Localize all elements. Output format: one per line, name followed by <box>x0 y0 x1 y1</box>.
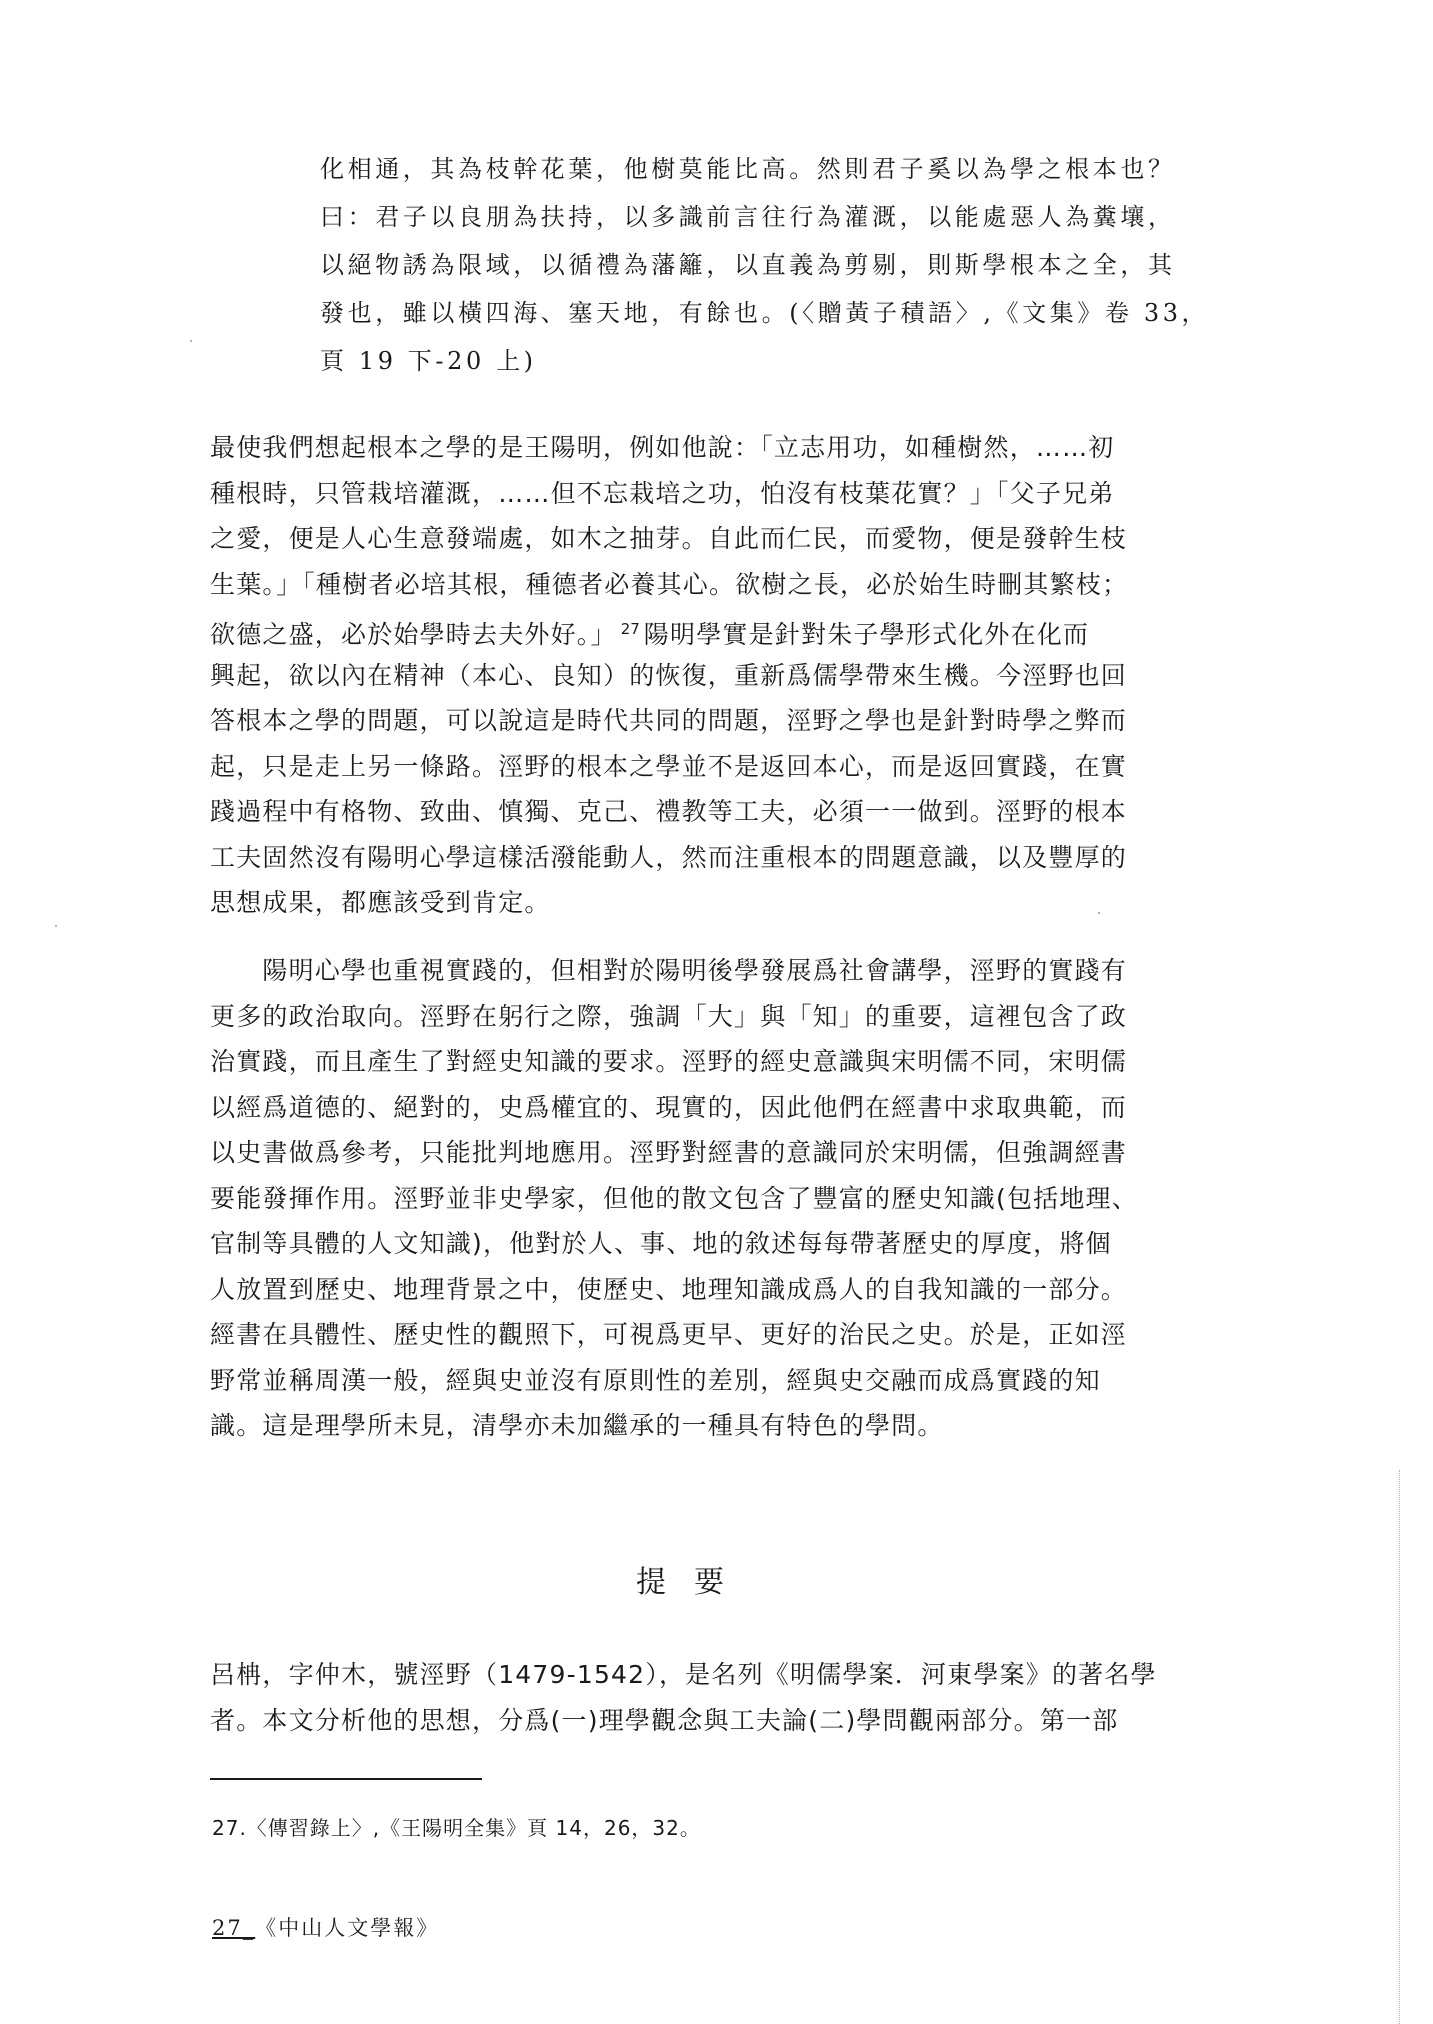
paragraph-line: 種根時，只管栽培灌溉，……但不忘栽培之功，怕沒有枝葉花實？」「父子兄弟 <box>210 478 1115 508</box>
paragraph-line: 經書在具體性、歷史性的觀照下，可視爲更早、更好的治民之史。於是，正如涇 <box>210 1320 1128 1349</box>
footnote: 27.〈傳習錄上〉,《王陽明全集》頁 14，26，32。 <box>212 1816 701 1840</box>
paragraph-line: 以經爲道德的、絕對的，史爲權宜的、現實的，因此他們在經書中求取典範，而 <box>210 1092 1128 1122</box>
paragraph-line: 踐過程中有格物、致曲、慎獨、克己、禮教等工夫，必須一一做到。涇野的根本 <box>210 797 1128 826</box>
paragraph-line: 官制等具體的人文知識)，他對於人、事、地的敘述每每帶著歷史的厚度，將個 <box>210 1229 1112 1258</box>
paragraph-line: 者。本文分析他的思想，分爲(一)理學觀念與工夫論(二)學問觀兩部分。第一部 <box>210 1705 1119 1735</box>
paragraph-line: 興起，欲以內在精神（本心、良知）的恢復，重新爲儒學帶來生機。今涇野也回 <box>210 660 1128 690</box>
quote-line: 頁 19 下-20 上) <box>320 347 537 375</box>
paragraph-line-part: 欲德之盛，必於始學時去夫外好。」 <box>210 620 617 649</box>
paragraph-3 <box>210 1652 1185 1743</box>
paragraph-line: 人放置到歷史、地理背景之中，使歷史、地理知識成爲人的自我知識的一部分。 <box>210 1274 1128 1304</box>
paragraph-line: 最使我們想起根本之學的是王陽明，例如他說：「立志用功，如種樹然，……初 <box>210 433 1115 462</box>
footnote-reference: 27 <box>620 620 640 638</box>
paragraph-line: 答根本之學的問題，可以說這是時代共同的問題，涇野之學也是針對時學之弊而 <box>210 706 1128 735</box>
paragraph-1 <box>210 425 1185 926</box>
scan-speck <box>190 340 192 342</box>
paragraph-line: 識。這是理學所未見，清學亦未加繼承的一種具有特色的學問。 <box>210 1411 944 1440</box>
page-footer <box>212 1912 439 1942</box>
quote-line: 發也，雖以橫四海、塞天地，有餘也。(〈贈黃子積語〉,《文集》卷 33， <box>320 299 1210 327</box>
scan-edge-line <box>1399 1470 1400 2024</box>
scan-speck <box>1098 912 1100 914</box>
paragraph-line: 以史書做爲參考，只能批判地應用。涇野對經書的意識同於宋明儒，但強調經書 <box>210 1138 1128 1167</box>
paragraph-line: 之愛，便是人心生意發端處，如木之抽芽。自此而仁民，而愛物，便是發幹生枝 <box>210 524 1128 553</box>
paragraph-line: 起，只是走上另一條路。涇野的根本之學並不是返回本心，而是返回實踐，在實 <box>210 751 1128 781</box>
journal-name: 《中山人文學報》 <box>255 1916 440 1940</box>
paragraph-line: 野常並稱周漢一般，經與史並沒有原則性的差別，經與史交融而成爲實踐的知 <box>210 1365 1101 1395</box>
footnote-divider <box>210 1778 482 1780</box>
quote-line: 曰：君子以良朋為扶持，以多識前言往行為灌溉，以能處惡人為糞壤， <box>320 203 1176 231</box>
paragraph-line: 要能發揮作用。涇野並非史學家，但他的散文包含了豐富的歷史知識(包括地理、 <box>210 1183 1138 1213</box>
paragraph-line: 治實踐，而且產生了對經史知識的要求。涇野的經史意識與宋明儒不同，宋明儒 <box>210 1047 1128 1076</box>
paragraph-line: 更多的政治取向。涇野在躬行之際，強調「大」與「知」的重要，這裡包含了政 <box>210 1001 1128 1031</box>
quote-line: 化相通，其為枝幹花葉，他樹莫能比高。然則君子奚以為學之根本也？ <box>320 155 1176 183</box>
paragraph-2 <box>210 948 1185 1449</box>
quote-line: 以絕物誘為限域，以循禮為藩籬，以直義為剪剔，則斯學根本之全，其 <box>320 251 1176 279</box>
paragraph-line: 呂柟，字仲木，號涇野（1479-1542），是名列《明儒學案．河東學案》的著名學 <box>210 1660 1157 1689</box>
paragraph-line: 思想成果，都應該受到肯定。 <box>210 888 551 917</box>
scan-speck <box>55 925 57 927</box>
paragraph-line: 生葉。」「種樹者必培其根，種德者必養其心。欲樹之長，必於始生時刪其繁枝； <box>210 569 1129 599</box>
block-quote <box>320 145 1210 385</box>
paragraph-line <box>210 607 1185 653</box>
page-number: 27_ <box>212 1916 256 1940</box>
paragraph-line: 工夫固然沒有陽明心學這樣活潑能動人，然而注重根本的問題意識，以及豐厚的 <box>210 842 1128 872</box>
section-title: 提要 <box>636 1565 752 1600</box>
paragraph-line-part: 陽明學實是針對朱子學形式化外在化而 <box>643 620 1090 649</box>
paragraph-line: 陽明心學也重視實踐的，但相對於陽明後學發展爲社會講學，涇野的實踐有 <box>210 956 1128 985</box>
